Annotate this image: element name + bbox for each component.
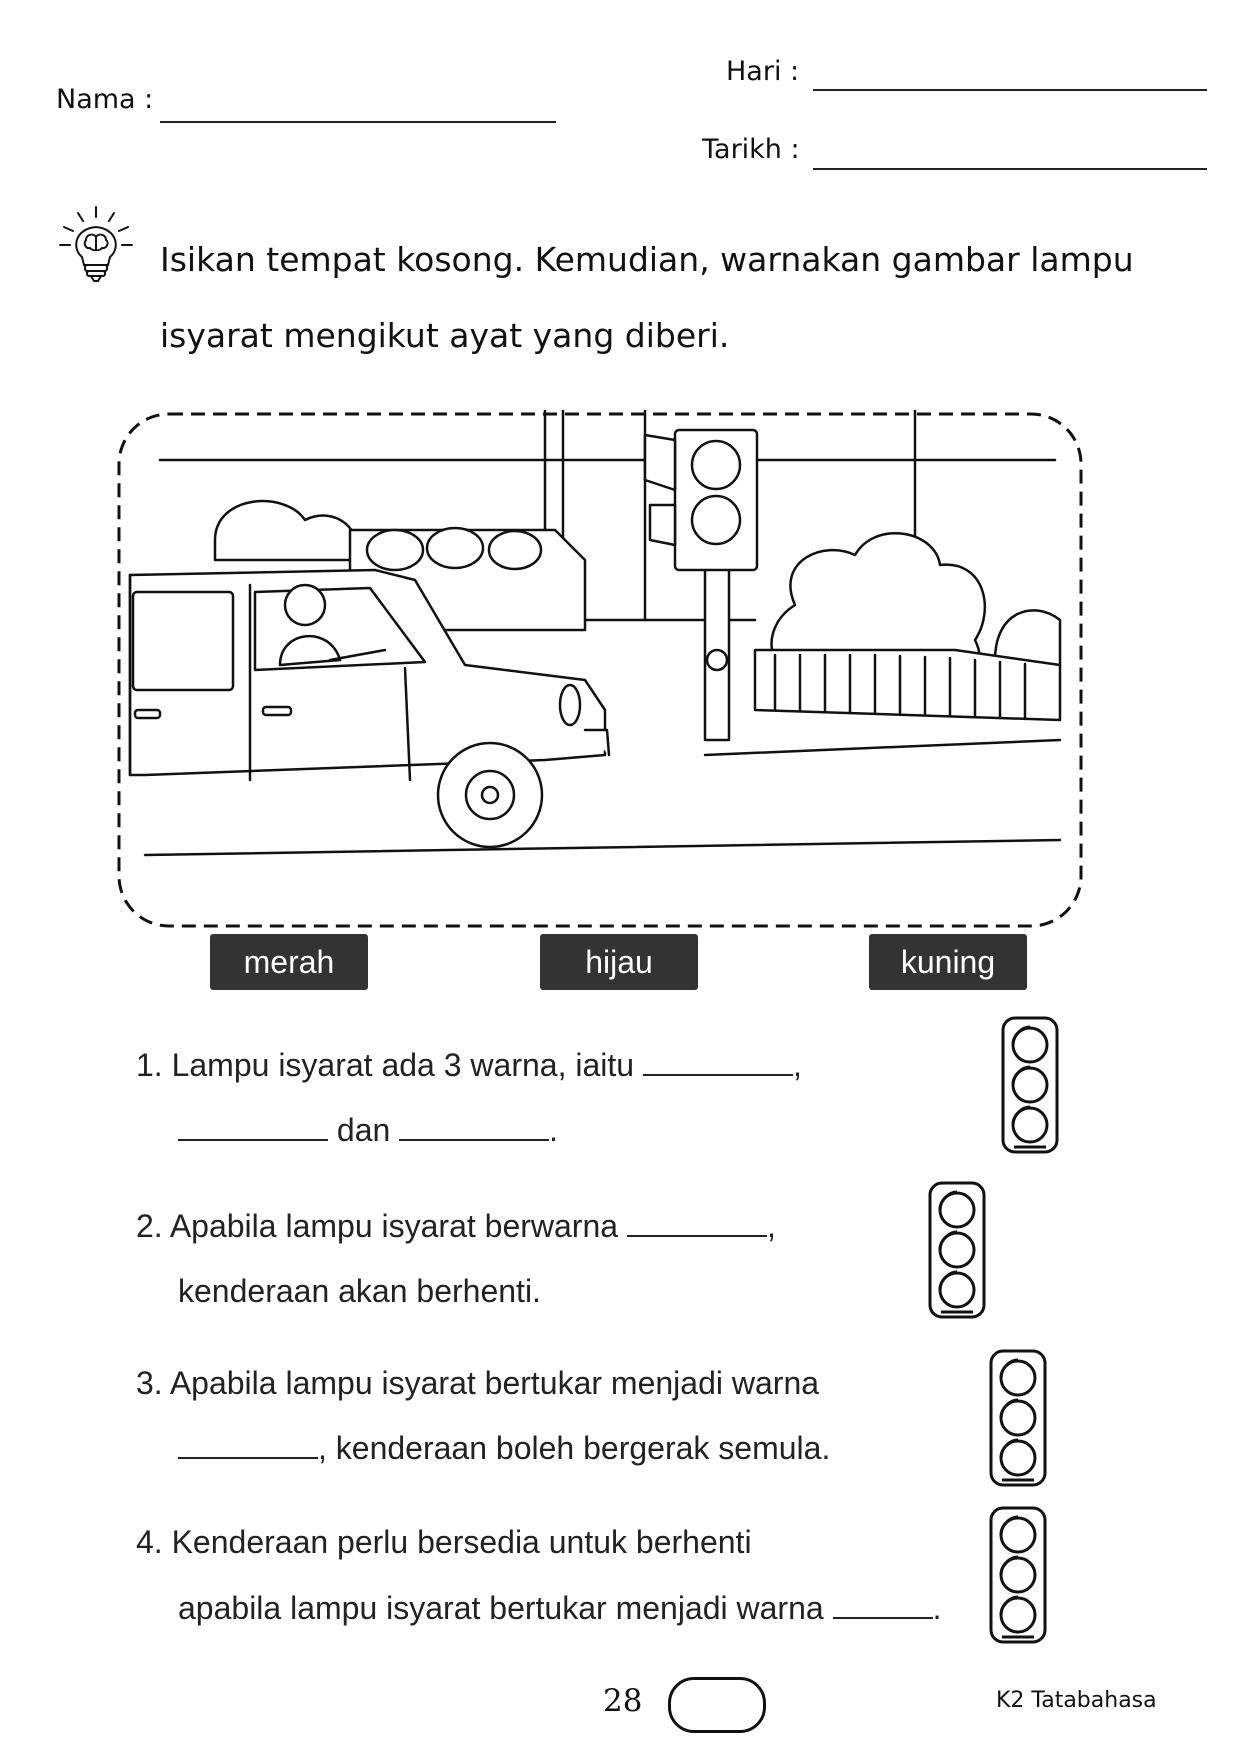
word-bank-merah: merah — [210, 934, 368, 990]
question-number: 2. — [136, 1208, 163, 1244]
book-title: K2 Tatabahasa — [996, 1688, 1157, 1713]
day-label: Hari : — [726, 56, 800, 87]
question-3-line-1 — [136, 1365, 819, 1402]
instruction-line-1: Isikan tempat kosong. Kemudian, warnakan gambar lampu — [160, 240, 1134, 279]
question-1-line-1 — [136, 1047, 802, 1084]
question-text: , kenderaan boleh bergerak semula. — [318, 1430, 831, 1466]
instruction-line-2: isyarat mengikut ayat yang diberi. — [160, 316, 730, 355]
question-text: Lampu isyarat ada 3 warna, iaitu — [171, 1047, 635, 1083]
answer-blank[interactable] — [178, 1115, 328, 1141]
traffic-light-icon[interactable] — [1000, 1015, 1060, 1155]
page-oval — [668, 1677, 766, 1733]
question-1-line-2 — [178, 1112, 558, 1149]
answer-blank[interactable] — [627, 1211, 767, 1237]
question-text: Apabila lampu isyarat bertukar menjadi warna — [169, 1365, 820, 1401]
answer-blank[interactable] — [833, 1593, 933, 1619]
traffic-light-icon[interactable] — [927, 1180, 987, 1320]
punctuation: . — [932, 1590, 942, 1626]
question-4-line-1 — [136, 1524, 752, 1561]
day-line[interactable] — [813, 89, 1207, 91]
traffic-light-icon[interactable] — [988, 1505, 1048, 1645]
date-line[interactable] — [813, 168, 1207, 170]
instruction-text — [160, 222, 1160, 374]
name-line[interactable] — [160, 121, 556, 123]
word-bank-hijau: hijau — [540, 934, 698, 990]
punctuation: , — [766, 1208, 776, 1244]
traffic-light-icon[interactable] — [988, 1348, 1048, 1488]
name-label: Nama : — [56, 84, 154, 115]
question-2-line-1 — [136, 1208, 776, 1245]
page-number: 28 — [603, 1683, 643, 1719]
punctuation: . — [549, 1112, 559, 1148]
answer-blank[interactable] — [399, 1115, 549, 1141]
question-text: apabila lampu isyarat bertukar menjadi warna — [178, 1590, 824, 1626]
date-label: Tarikh : — [702, 134, 800, 165]
question-4-line-2 — [178, 1590, 941, 1627]
question-2-line-2: kenderaan akan berhenti. — [178, 1273, 541, 1309]
question-text: Apabila lampu isyarat berwarna — [169, 1208, 619, 1244]
question-number: 1. — [136, 1047, 163, 1083]
lightbulb-brain-icon — [56, 205, 136, 285]
question-text: Kenderaan perlu bersedia untuk berhenti — [171, 1524, 752, 1560]
answer-blank[interactable] — [178, 1433, 318, 1459]
answer-blank[interactable] — [643, 1050, 793, 1076]
question-text: dan — [336, 1112, 391, 1148]
question-number: 3. — [136, 1365, 163, 1401]
word-bank-kuning: kuning — [869, 934, 1027, 990]
question-number: 4. — [136, 1524, 163, 1560]
question-3-line-2 — [178, 1430, 830, 1467]
traffic-scene-illustration — [115, 410, 1085, 930]
punctuation: , — [792, 1047, 802, 1083]
